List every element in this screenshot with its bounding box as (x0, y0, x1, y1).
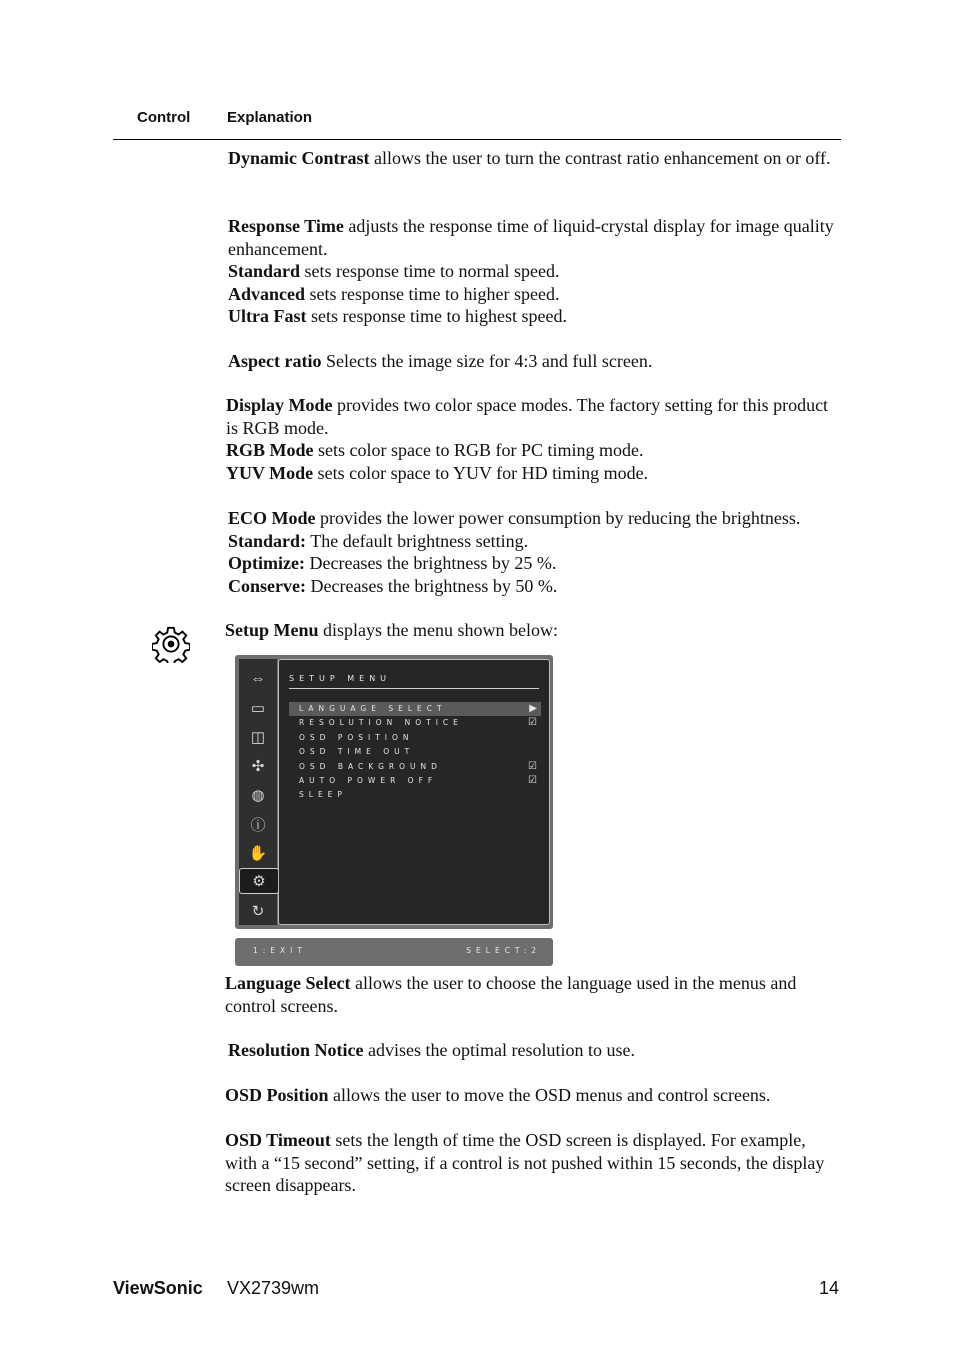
osd-menu-item-label: OSD BACKGROUND (299, 761, 442, 771)
osd-menu-item-mark: ☑ (528, 717, 537, 729)
osd-menu-item (289, 774, 541, 788)
osd-exit-label: 1:EXIT (253, 946, 307, 955)
paragraph-resolution-notice: Resolution Notice advises the optimal resolution to use. (228, 1040, 635, 1060)
page-number: 14 (819, 1278, 840, 1298)
osd-menu-item (289, 760, 541, 774)
header-rule (113, 139, 841, 140)
osd-color-adjust-icon: ✣ (251, 758, 265, 775)
osd-menu-item-label: AUTO POWER OFF (299, 775, 438, 785)
osd-bottom-bar (235, 938, 553, 966)
osd-menu-item-label: SLEEP (299, 790, 347, 800)
paragraph-response-time: Response Time adjusts the response time of liquid-crystal display for image quality enhancement. Standard sets response time to normal speed. Advanced sets response time to higher speed. Ultra Fast sets response time to highest speed. (228, 216, 834, 326)
paragraph-setup-menu: Setup Menu displays the menu shown below: (225, 620, 558, 640)
osd-menu-item-label: RESOLUTION NOTICE (299, 718, 463, 728)
osd-menu-item-label: LANGUAGE SELECT (299, 704, 447, 713)
paragraph-display-mode: Display Mode provides two color space modes. The factory setting for this product is RGB mode. RGB Mode sets color space to RGB for PC timing mode. YUV Mode sets color space to YUV for HD timing mode. (226, 395, 829, 483)
column-header-explanation: Explanation (227, 109, 313, 126)
osd-manual-adjust-icon: ✋ (248, 845, 268, 862)
osd-menu-item-mark: ▶ (529, 703, 537, 714)
osd-view-mode-icon: ◫ (250, 729, 266, 746)
osd-menu-item-mark: ☑ (528, 760, 537, 772)
osd-menu-item-label: OSD TIME OUT (299, 747, 415, 757)
osd-sidebar (239, 659, 277, 925)
paragraph-language-select: Language Select allows the user to choose the language used in the menus and control screens. (225, 973, 797, 1016)
footer-model: VX2739wm (227, 1278, 320, 1298)
osd-audio-icon: ▭ (250, 700, 266, 717)
osd-menu-item-label: OSD POSITION (299, 732, 414, 742)
gear-icon (152, 625, 190, 663)
paragraph-aspect-ratio: Aspect ratio Selects the image size for 4:3 and full screen. (228, 351, 653, 371)
osd-item-list (289, 702, 541, 803)
osd-select-label: SELECT:2 (466, 946, 541, 955)
osd-menu-item (289, 788, 541, 802)
footer-brand: ViewSonic (113, 1278, 203, 1298)
paragraph-dynamic-contrast: Dynamic Contrast allows the user to turn the contrast ratio enhancement on or off. (228, 148, 831, 168)
paragraph-osd-timeout: OSD Timeout sets the length of time the OSD screen is displayed. For example, with a “15 second” setting, if a control is not pushed within 15 seconds, the display screen disappears. (225, 1130, 825, 1195)
osd-menu-item (289, 731, 541, 745)
osd-memory-recall-icon: ↻ (251, 903, 265, 920)
osd-main-panel (278, 659, 550, 925)
osd-setup-menu-icon: ⚙ (239, 868, 279, 894)
osd-manual-image-icon: ◍ (251, 787, 265, 804)
column-header-control: Control (137, 109, 191, 126)
osd-title-divider (289, 688, 539, 689)
paragraph-eco-mode: ECO Mode provides the lower power consumption by reducing the brightness. Standard: The default brightness setting. Optimize: Decreases the brightness by 25 %. Conserve: Decreases the brightness by 50 %. (228, 508, 801, 596)
osd-menu-item (289, 702, 541, 716)
paragraph-osd-position: OSD Position allows the user to move the OSD menus and control screens. (225, 1085, 771, 1105)
osd-setup-menu-screenshot (235, 655, 553, 929)
osd-menu-item (289, 716, 541, 730)
osd-title: SETUP MENU (289, 674, 392, 683)
osd-menu-item (289, 745, 541, 759)
osd-information-icon: ⓘ (250, 817, 266, 834)
osd-menu-item-mark: ☑ (528, 774, 537, 786)
osd-input-icon: ⇔ (250, 670, 266, 687)
